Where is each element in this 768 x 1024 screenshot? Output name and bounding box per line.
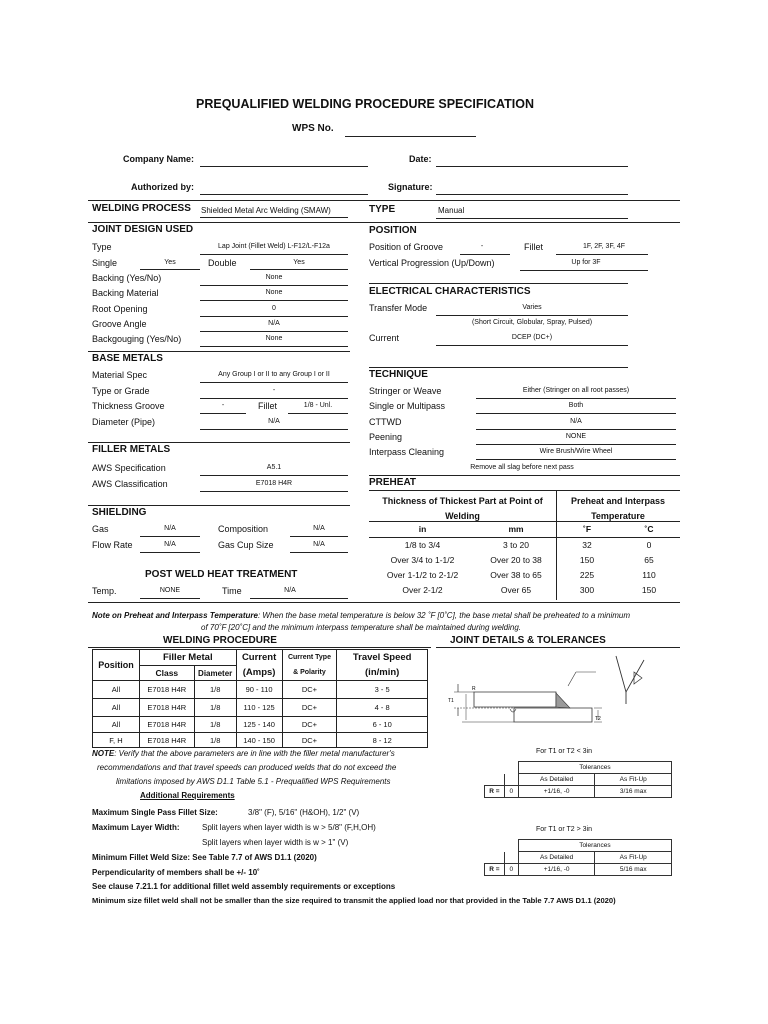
preheat-note-line2: of 70˚F [20˚C] and the minimum interpass temperature shall be maintained during welding.	[201, 623, 522, 632]
groove-position-value: -	[480, 243, 484, 250]
wp-position: All	[93, 681, 140, 699]
pwht-time-label: Time	[222, 586, 242, 596]
divider-filler	[88, 442, 350, 443]
preheat-c: 65	[644, 554, 654, 565]
backing-label: Backing (Yes/No)	[92, 273, 162, 283]
stringer-label: Stringer or Weave	[369, 386, 442, 396]
preheat-note-bold: Note on Preheat and Interpass Temperature	[92, 611, 258, 620]
joint-type-label: Type	[92, 242, 112, 252]
authorized-by-label: Authorized by:	[131, 182, 194, 192]
interpass-cleaning-value: Wire Brush/Wire Wheel	[539, 448, 613, 455]
pwht-temp-value: NONE	[159, 587, 181, 594]
tol-empty	[504, 840, 518, 852]
max-layer-width-value-2: Split layers when layer width is w > 1" (V)	[202, 838, 349, 847]
double-label: Double	[208, 258, 237, 268]
groove-position-underline	[460, 254, 510, 255]
wp-h-diameter: Diameter	[194, 666, 236, 681]
transfer-mode-underline	[436, 315, 628, 316]
table-row	[93, 717, 428, 733]
tol-empty	[504, 774, 518, 786]
procedure-note-bold: NOTE	[92, 749, 115, 758]
wp-h-amps: (Amps)	[236, 666, 282, 681]
cttwd-underline	[476, 429, 676, 430]
wp-class: E7018 H4R	[139, 699, 194, 717]
preheat-in: Over 1-1/2 to 2-1/2	[386, 569, 459, 580]
backing-value: None	[265, 274, 283, 281]
base-metals-heading: BASE METALS	[92, 353, 163, 364]
divider-top	[88, 200, 680, 201]
preheat-row	[369, 552, 680, 567]
pwht-heading: POST WELD HEAT TREATMENT	[145, 569, 298, 580]
joint-type-underline	[200, 254, 348, 255]
preheat-row	[369, 567, 680, 582]
flow-rate-value: N/A	[164, 541, 176, 548]
backing-material-value: None	[265, 289, 283, 296]
page-title: PREQUALIFIED WELDING PROCEDURE SPECIFICATION	[196, 97, 534, 111]
table-row	[93, 681, 428, 699]
groove-angle-value: N/A	[268, 320, 280, 327]
type-grade-label: Type or Grade	[92, 386, 150, 396]
signature-field[interactable]	[436, 194, 628, 195]
lap-joint-diagram	[444, 652, 674, 750]
preheat-mm: Over 20 to 38	[490, 554, 542, 565]
tolerance-caption-2: For T1 or T2 > 3in	[536, 826, 592, 833]
r-label: R =	[485, 864, 505, 876]
preheat-in: 1/8 to 3/4	[404, 539, 441, 550]
filler-metals-heading: FILLER METALS	[92, 444, 171, 455]
diagram-label-r: R	[472, 686, 476, 692]
composition-label: Composition	[218, 524, 269, 534]
transfer-mode-label: Transfer Mode	[369, 303, 428, 313]
gas-label: Gas	[92, 524, 109, 534]
tol-empty	[485, 840, 505, 852]
type-underline	[436, 218, 628, 219]
root-opening-label: Root Opening	[92, 304, 148, 314]
gas-underline	[140, 536, 200, 537]
vertical-progression-value: Up for 3F	[571, 259, 601, 266]
r-value: 0	[504, 786, 518, 798]
diameter-value: N/A	[268, 418, 280, 425]
interpass-cleaning-underline	[476, 459, 676, 460]
diagram-label-t1: T1	[448, 698, 454, 704]
wp-class: E7018 H4R	[139, 733, 194, 748]
wp-h-travel: Travel Speed	[337, 650, 428, 666]
transfer-mode-value: Varies	[522, 304, 542, 311]
gas-cup-underline	[290, 552, 348, 553]
aws-spec-underline	[200, 475, 348, 476]
wps-no-field[interactable]	[345, 136, 476, 137]
joint-details-underline	[436, 647, 680, 648]
backing-material-underline	[200, 300, 348, 301]
tol-empty	[485, 762, 505, 774]
tolerance-row	[485, 840, 672, 852]
additional-requirements-heading: Additional Requirements	[140, 791, 235, 800]
flow-rate-label: Flow Rate	[92, 540, 133, 550]
material-spec-value: Any Group I or II to any Group I or II	[218, 371, 330, 378]
wp-class: E7018 H4R	[139, 717, 194, 733]
authorized-by-field[interactable]	[200, 194, 368, 195]
divider-position	[369, 283, 628, 284]
table-row	[93, 733, 428, 748]
position-heading: POSITION	[369, 225, 417, 236]
stringer-underline	[476, 398, 676, 399]
wp-diameter: 1/8	[194, 681, 236, 699]
cttwd-label: CTTWD	[369, 417, 402, 427]
gas-value: N/A	[164, 525, 176, 532]
preheat-col1-header	[369, 494, 556, 524]
wp-amps: 140 - 150	[236, 733, 282, 748]
backgouging-label: Backgouging (Yes/No)	[92, 334, 182, 344]
backing-material-label: Backing Material	[92, 288, 159, 298]
date-field[interactable]	[436, 166, 628, 167]
r-label: R =	[485, 786, 505, 798]
wp-diameter: 1/8	[194, 717, 236, 733]
preheat-f: 150	[579, 554, 595, 565]
type-heading: TYPE	[369, 204, 396, 215]
fillet-position-underline	[556, 254, 648, 255]
welding-procedure-heading: WELDING PROCEDURE	[163, 635, 277, 646]
preheat-col1-header-text: Thickness of Thickest Part at Point of Welding	[382, 496, 543, 521]
as-detailed-label: As Detailed	[518, 852, 595, 864]
company-name-field[interactable]	[200, 166, 368, 167]
preheat-units-row	[369, 521, 680, 537]
welding-procedure-table	[92, 649, 428, 748]
wp-polarity: DC+	[282, 733, 337, 748]
single-value: Yes	[164, 259, 176, 266]
preheat-mm: Over 38 to 65	[490, 569, 542, 580]
perpendicularity: Perpendicularity of members shall be +/- 10˚	[92, 868, 260, 877]
max-single-pass-label: Maximum Single Pass Fillet Size:	[92, 808, 218, 817]
preheat-mm: 3 to 20	[503, 539, 529, 550]
pwht-temp-underline	[140, 598, 200, 599]
cleaning-note-underline	[369, 475, 680, 476]
procedure-note-line1: : Verify that the above parameters are in line with the filler metal manufacturer's	[114, 749, 395, 758]
clause-reference: See clause 7.21.1 for additional fillet weld assembly requirements or exceptions	[92, 882, 396, 891]
min-fillet-size: Minimum Fillet Weld Size: See Table 7.7 of AWS D1.1 (2020)	[92, 853, 317, 862]
peening-underline	[476, 444, 676, 445]
type-grade-value: -	[272, 387, 276, 394]
stringer-value: Either (Stringer on all root passes)	[522, 387, 630, 394]
tolerances-label: Tolerances	[518, 840, 671, 852]
as-fitup-label: As Fit-Up	[595, 774, 672, 786]
welding-process-heading: WELDING PROCESS	[92, 203, 191, 214]
signature-label: Signature:	[388, 182, 433, 192]
tolerance-row	[485, 762, 672, 774]
preheat-note	[92, 611, 630, 620]
single-label: Single	[92, 258, 118, 268]
wp-amps: 125 - 140	[236, 717, 282, 733]
tolerances-label: Tolerances	[518, 762, 671, 774]
wp-polarity: DC+	[282, 717, 337, 733]
tolerance-table-2	[484, 839, 672, 876]
composition-value: N/A	[313, 525, 325, 532]
transfer-mode-note: (Short Circuit, Globular, Spray, Pulsed)	[471, 319, 593, 326]
as-fitup-value: 5/16 max	[595, 864, 672, 876]
max-single-pass-value: 3/8" (F), 5/16" (H&OH), 1/2" (V)	[248, 808, 360, 817]
single-multipass-underline	[476, 413, 676, 414]
wp-polarity: DC+	[282, 699, 337, 717]
unit-c: ˚C	[644, 524, 654, 534]
tol-empty	[485, 852, 505, 864]
technique-heading: TECHNIQUE	[369, 369, 428, 380]
max-layer-width-label: Maximum Layer Width:	[92, 823, 180, 832]
wp-position: All	[93, 699, 140, 717]
as-detailed-label: As Detailed	[518, 774, 595, 786]
peening-label: Peening	[369, 432, 403, 442]
backing-underline	[200, 285, 348, 286]
unit-f: ˚F	[582, 524, 592, 534]
thickness-groove-underline	[200, 413, 246, 414]
backgouging-underline	[200, 346, 348, 347]
thickness-fillet-underline	[288, 413, 348, 414]
wp-travel: 6 - 10	[337, 717, 428, 733]
double-underline	[250, 269, 348, 270]
joint-details-heading: JOINT DETAILS & TOLERANCES	[450, 635, 606, 646]
tolerance-row	[485, 852, 672, 864]
preheat-table	[369, 521, 680, 597]
divider-technique	[369, 367, 628, 368]
preheat-top-line	[369, 490, 680, 491]
preheat-col2-header-text: Preheat and Interpass Temperature	[570, 496, 666, 521]
wp-class: E7018 H4R	[139, 681, 194, 699]
tolerance-caption-1: For T1 or T2 < 3in	[536, 748, 592, 755]
double-value: Yes	[293, 259, 305, 266]
unit-in: in	[418, 524, 427, 534]
aws-spec-label: AWS Specification	[92, 463, 166, 473]
preheat-c: 0	[646, 539, 652, 550]
backgouging-value: None	[265, 335, 283, 342]
preheat-note-line1: : When the base metal temperature is below 32 ˚F [0˚C], the base metal shall be preheated to a minimum	[257, 611, 631, 620]
divider-shielding	[88, 505, 350, 506]
welding-process-underline	[200, 217, 348, 218]
wp-h-current-type: Current Type	[282, 650, 337, 666]
vertical-progression-underline	[520, 270, 648, 271]
preheat-c: 110	[642, 569, 656, 580]
preheat-row	[369, 537, 680, 552]
material-spec-underline	[200, 382, 348, 383]
wp-travel: 8 - 12	[337, 733, 428, 748]
thickness-groove-value: -	[221, 402, 225, 409]
aws-spec-value: A5.1	[266, 464, 282, 471]
single-multipass-label: Single or Multipass	[369, 401, 446, 411]
divider-2	[88, 222, 680, 223]
flow-rate-underline	[140, 552, 200, 553]
aws-class-value: E7018 H4R	[255, 480, 293, 487]
tol-empty	[485, 774, 505, 786]
current-underline	[436, 345, 628, 346]
preheat-f: 300	[579, 584, 595, 595]
gas-cup-label: Gas Cup Size	[218, 540, 274, 550]
diameter-label: Diameter (Pipe)	[92, 417, 156, 427]
peening-value: NONE	[565, 433, 587, 440]
procedure-note-line3: limitations imposed by AWS D1.1 Table 5.1 - Prequalified WPS Requirements	[116, 777, 391, 786]
wp-position: F, H	[93, 733, 140, 748]
tolerance-row	[485, 786, 672, 798]
pwht-time-underline	[250, 598, 348, 599]
gas-cup-value: N/A	[313, 541, 325, 548]
divider-preheat-note	[88, 602, 680, 603]
preheat-in: Over 3/4 to 1-1/2	[390, 554, 455, 565]
groove-angle-label: Groove Angle	[92, 319, 147, 329]
as-detailed-value: +1/16, -0	[518, 864, 595, 876]
joint-type-value: Lap Joint (Fillet Weld) L-F12/L-F12a	[218, 243, 330, 250]
preheat-mm: Over 65	[500, 584, 532, 595]
preheat-c: 150	[641, 584, 657, 595]
as-fitup-label: As Fit-Up	[595, 852, 672, 864]
wp-h-filler: Filler Metal	[139, 650, 236, 666]
preheat-units-line	[369, 537, 680, 538]
preheat-f: 32	[582, 539, 592, 550]
table-row	[93, 699, 428, 717]
electrical-heading: ELECTRICAL CHARACTERISTICS	[369, 286, 531, 297]
wp-h-class: Class	[139, 666, 194, 681]
current-value: DCEP (DC+)	[511, 334, 553, 341]
wp-h-current: Current	[236, 650, 282, 666]
welding-procedure-underline	[88, 647, 431, 648]
wp-amps: 110 - 125	[236, 699, 282, 717]
current-label: Current	[369, 333, 400, 343]
tol-empty	[504, 762, 518, 774]
max-layer-width-value-1: Split layers when layer width is w > 5/8" (F,H,OH)	[202, 823, 376, 832]
preheat-col2-header	[556, 494, 680, 524]
preheat-heading: PREHEAT	[369, 477, 417, 488]
single-multipass-value: Both	[568, 402, 584, 409]
wps-no-label: WPS No.	[292, 123, 334, 134]
wp-amps: 90 - 110	[236, 681, 282, 699]
fillet-position-label: Fillet	[524, 242, 544, 252]
wp-polarity: DC+	[282, 681, 337, 699]
diagram-label-t2: T2	[595, 716, 601, 722]
single-underline	[140, 269, 200, 270]
company-name-label: Company Name:	[123, 154, 195, 164]
wp-h-polarity: & Polarity	[282, 666, 337, 681]
divider-base	[88, 351, 350, 352]
composition-underline	[290, 536, 348, 537]
vertical-progression-label: Vertical Progression (Up/Down)	[369, 258, 495, 268]
aws-class-underline	[200, 491, 348, 492]
wp-header-row-1	[93, 650, 428, 666]
thickness-fillet-value: 1/8 - Unl.	[303, 402, 333, 409]
date-label: Date:	[409, 154, 432, 164]
groove-angle-underline	[200, 331, 348, 332]
tolerance-table-1	[484, 761, 672, 798]
pwht-time-value: N/A	[284, 587, 296, 594]
as-detailed-value: +1/16, -0	[518, 786, 595, 798]
welding-process-value: Shielded Metal Arc Welding (SMAW)	[201, 206, 331, 215]
interpass-cleaning-note: Remove all slag before next pass	[470, 464, 574, 471]
wp-travel: 3 - 5	[337, 681, 428, 699]
root-opening-underline	[200, 316, 348, 317]
procedure-note-line2: recommendations and that travel speeds can produced welds that do not exceed the	[97, 763, 397, 772]
joint-design-heading: JOINT DESIGN USED	[92, 224, 194, 235]
tolerance-row	[485, 864, 672, 876]
wp-diameter: 1/8	[194, 699, 236, 717]
diameter-underline	[200, 429, 348, 430]
shielding-heading: SHIELDING	[92, 507, 147, 518]
preheat-f: 225	[579, 569, 595, 580]
material-spec-label: Material Spec	[92, 370, 148, 380]
wp-h-inmin: (in/min)	[337, 666, 428, 681]
cttwd-value: N/A	[570, 418, 582, 425]
type-grade-underline	[200, 398, 348, 399]
wp-h-position: Position	[93, 650, 140, 681]
thickness-groove-label: Thickness Groove	[92, 401, 165, 411]
fillet-position-value: 1F, 2F, 3F, 4F	[582, 243, 626, 250]
groove-position-label: Position of Groove	[369, 242, 444, 252]
wp-travel: 4 - 8	[337, 699, 428, 717]
aws-class-label: AWS Classification	[92, 479, 168, 489]
unit-mm: mm	[508, 524, 524, 534]
type-value: Manual	[438, 206, 465, 215]
wp-position: All	[93, 717, 140, 733]
pwht-temp-label: Temp.	[92, 586, 117, 596]
wp-header-row-2	[93, 666, 428, 681]
interpass-cleaning-label: Interpass Cleaning	[369, 447, 445, 457]
as-fitup-value: 3/16 max	[595, 786, 672, 798]
tol-empty	[504, 852, 518, 864]
r-value: 0	[504, 864, 518, 876]
procedure-note	[92, 749, 395, 758]
wp-diameter: 1/8	[194, 733, 236, 748]
minimum-size-requirement: Minimum size fillet weld shall not be smaller than the size required to transmit the applied load nor that provided in the Table 7.7 AWS D1.1 (2020)	[92, 896, 616, 905]
root-opening-value: 0	[272, 305, 276, 312]
thickness-fillet-label: Fillet	[258, 401, 278, 411]
tolerance-row	[485, 774, 672, 786]
preheat-in: Over 2-1/2	[402, 584, 443, 595]
preheat-row	[369, 582, 680, 597]
